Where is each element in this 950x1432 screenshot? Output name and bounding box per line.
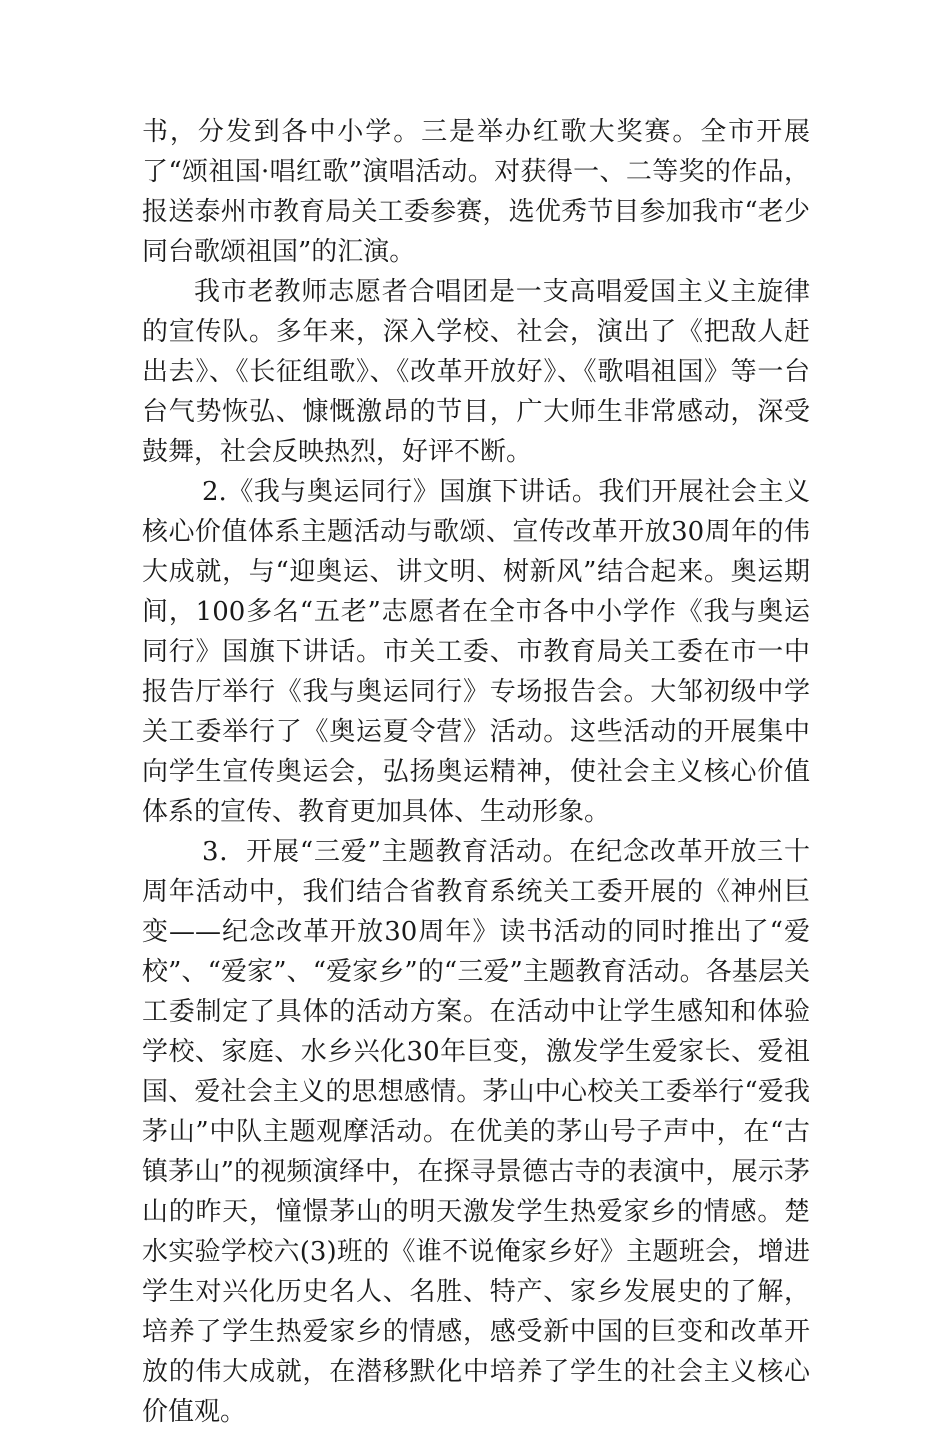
- paragraph-choir: 我市老教师志愿者合唱团是一支高唱爱国主义主旋律的宣传队。多年来，深入学校、社会，演出了《把敌人赶出去》、《长征组歌》、《改革开放好》、《歌唱祖国》等一台台气势恢弘、慷慨激昂的节目，广大师生非常感动，深受鼓舞，社会反映热烈，好评不断。: [142, 277, 810, 467]
- document-page: [142, 112, 810, 1432]
- paragraph-olympics-speech: 2.《我与奥运同行》国旗下讲话。我们开展社会主义核心价值体系主题活动与歌颂、宣传改革开放30周年的伟大成就，与“迎奥运、讲文明、树新风”结合起来。奥运期间，100多名“五老”志愿者在全市各中小学作《我与奥运同行》国旗下讲话。市关工委、市教育局关工委在市一中报告厅举行《我与奥运同行》专场报告会。大邹初级中学关工委举行了《奥运夏令营》活动。这些活动的开展集中向学生宣传奥运会，弘扬奥运精神，使社会主义核心价值体系的宣传、教育更加具体、生动形象。: [142, 477, 810, 827]
- paragraph-three-loves: 3．开展“三爱”主题教育活动。在纪念改革开放三十周年活动中，我们结合省教育系统关工委开展的《神州巨变——纪念改革开放30周年》读书活动的同时推出了“爱校”、“爱家”、“爱家乡”的“三爱”主题教育活动。各基层关工委制定了具体的活动方案。在活动中让学生感知和体验学校、家庭、水乡兴化30年巨变，激发学生爱家长、爱祖国、爱社会主义的思想感情。茅山中心校关工委举行“爱我茅山”中队主题观摩活动。在优美的茅山号子声中，在“古镇茅山”的视频演绎中，在探寻景德古寺的表演中，展示茅山的昨天，憧憬茅山的明天激发学生热爱家乡的情感。楚水实验学校六(3)班的《谁不说俺家乡好》主题班会，增进学生对兴化历史名人、名胜、特产、家乡发展史的了解，培养了学生热爱家乡的情感，感受新中国的巨变和改革开放的伟大成就，在潜移默化中培养了学生的社会主义核心价值观。: [142, 837, 810, 1427]
- paragraph-continuation: 书，分发到各中小学。三是举办红歌大奖赛。全市开展了“颂祖国·唱红歌”演唱活动。对获得一、二等奖的作品，报送泰州市教育局关工委参赛，选优秀节目参加我市“老少同台歌颂祖国”的汇演。: [142, 117, 810, 267]
